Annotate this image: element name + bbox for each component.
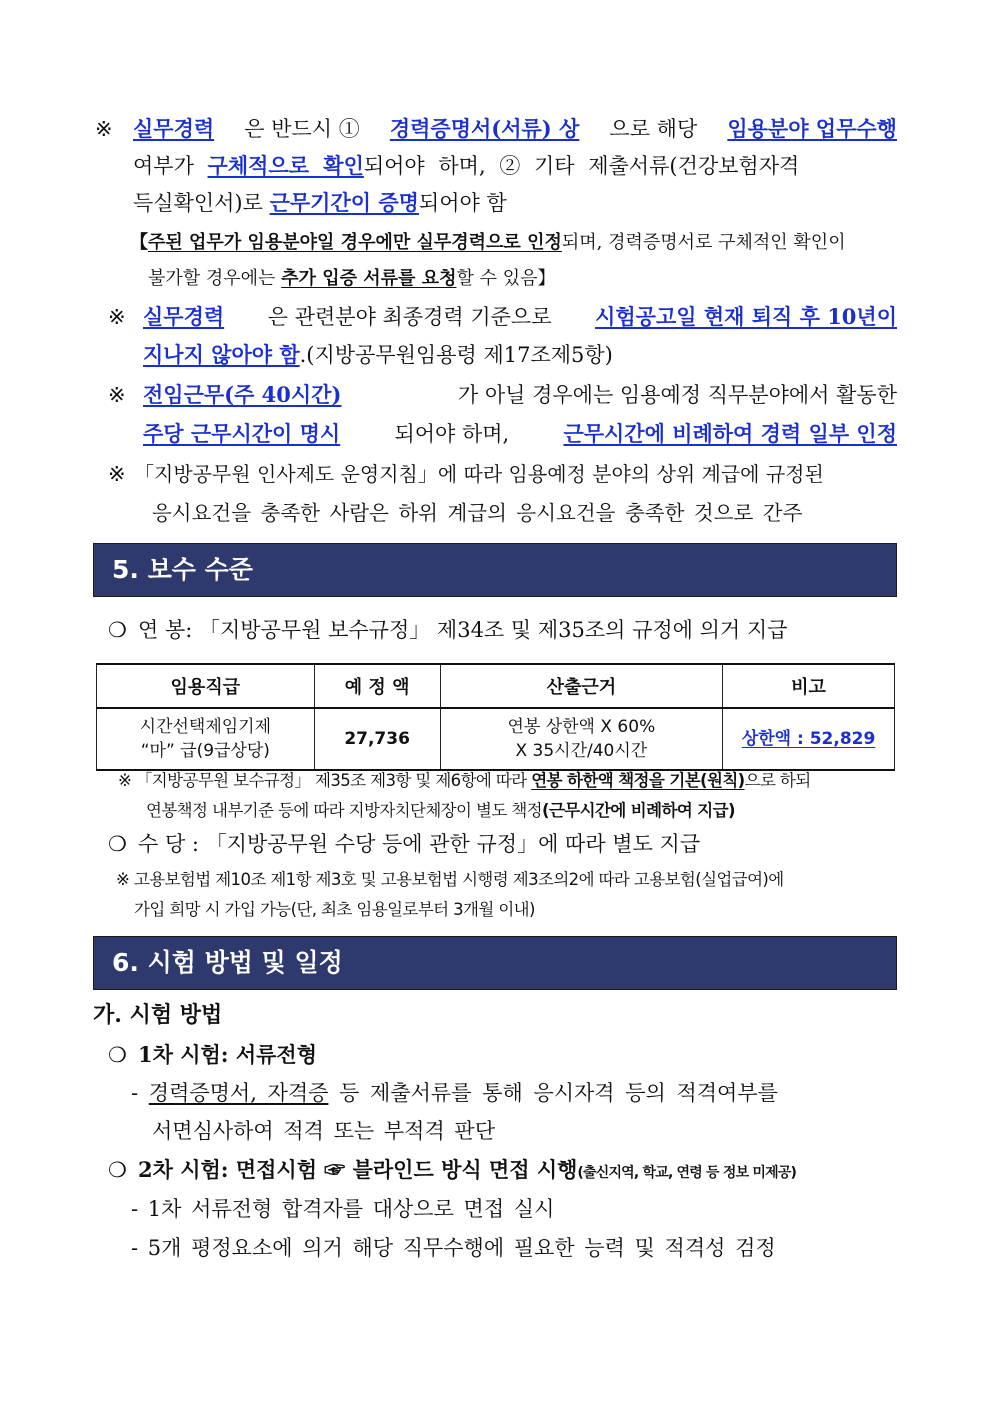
circle-bullet-icon: ❍ [108,832,127,856]
emph-text: 지나지 않아야 함 [143,342,300,367]
remark-text: 상한액 : 52,829 [741,729,876,749]
emph-text: 전임근무(주 40시간) [143,382,342,407]
note1-bracket-line1 [130,229,846,257]
circle-bullet-icon: ❍ [108,618,127,642]
table-header-cell: 비고 [723,664,895,708]
stage1-line [108,1041,317,1069]
text: 되어야 함 [418,191,507,215]
stage2-text: 2차 시험: 면접시험 ☞ 블라인드 방식 면접 시행 [138,1157,578,1182]
note-mark: ※ [108,305,126,329]
text: 은 반드시 ① [244,117,360,141]
text: 득실확인서)로 [133,191,270,215]
text: ※ 「지방공무원 보수규정」 제35조 제3항 및 제6항에 따라 [118,771,532,790]
circle-bullet-icon: ❍ [108,1158,127,1182]
text: 여부가 [133,154,208,178]
emph-text: 실무경력 [143,304,225,329]
grade-line: 시간선택제임기제 [139,717,272,737]
subheading-exam-method: 가. 시험 방법 [93,1002,223,1028]
emph-text: 근무시간에 비례하여 경력 일부 인정 [563,421,897,446]
section-5-header: 5. 보수 수준 [93,543,897,597]
text: 되어야 하며, ② 기타 제출서류(건강보험자격 [363,154,800,178]
emph-text: 연봉 하한액 책정을 기본(원칙) [531,771,745,790]
emph-text: 근무기간이 증명 [269,190,419,215]
note2-line2 [143,341,613,369]
amount-cell: 27,736 [314,708,440,770]
stage2-note: (출신지역, 학교, 연령 등 정보 미제공) [577,1165,797,1181]
text: .(지방공무원임용령 제17조제5항) [299,343,613,367]
stage1-text: 1차 시험: 서류전형 [138,1042,317,1067]
emph-text: 시험공고일 현재 퇴직 후 10년이 [595,304,897,329]
text: 할 수 있음】 [456,268,556,289]
note1-bracket-line2 [148,265,555,293]
circle-bullet-icon: ❍ [108,1043,127,1067]
text: 불가할 경우에는 [148,268,282,289]
salary-table [96,663,895,771]
basis-cell [440,708,723,770]
emph-text: 추가 입증 서류를 요청 [281,268,457,289]
table-header-cell: 예 정 액 [314,664,440,708]
text: 되어야 하며, [394,422,510,446]
text: 연봉책정 내부기준 등에 따라 지방자치단체장이 별도 책정 [146,801,543,820]
salary-line [108,616,787,644]
emph-text: 임용분야 업무수행 [727,116,897,141]
emph-text: (근무시간에 비례하여 지급) [542,801,735,820]
note3-line1 [143,381,897,409]
table-header-cell: 임용직급 [97,664,315,708]
stage1-detail-line2: 서면심사하여 적격 또는 부적격 판단 [152,1119,495,1143]
text: 으로 하되 [744,771,811,790]
stage2-detail-line1: - 1차 서류전형 합격자를 대상으로 면접 실시 [131,1197,555,1221]
salary-note-line1 [118,767,811,795]
note-mark: ※ [95,117,113,141]
salary-note-line2 [146,797,735,825]
insurance-note-line1: ※ 고용보험법 제10조 제1항 제3호 및 고용보험법 시행령 제3조의2에 따라 고용보험(실업급여)에 [116,870,784,889]
insurance-note-line2: 가입 희망 시 가입 가능(단, 최초 임용일로부터 3개월 이내) [134,900,535,919]
table-header-row [97,664,895,708]
note3-line2 [143,420,897,448]
basis-line: 연봉 상한액 X 60% [507,717,656,737]
salary-text: 연 봉: 「지방공무원 보수규정」 제34조 및 제35조의 규정에 의거 지급 [138,618,788,642]
text: 등 제출서류를 통해 응시자격 등의 적격여부를 [328,1081,778,1105]
note4-line1: 「지방공무원 인사제도 운영지침」에 따라 임용예정 분야의 상위 계급에 규정된 [134,462,824,486]
text: 가 아닐 경우에는 임용예정 직무분야에서 활동한 [457,383,897,407]
stage2-detail-line2: - 5개 평정요소에 의거 해당 직무수행에 필요한 능력 및 적격성 검정 [131,1236,776,1260]
emph-text: 경력증명서, 자격증 [148,1081,329,1105]
note2-line1 [143,303,897,331]
emph-text: 구체적으로 확인 [207,153,364,178]
stage1-detail-line1 [131,1079,778,1107]
text: - [131,1081,149,1105]
emph-text: 실무경력 [133,116,215,141]
emph-text: 주된 업무가 임용분야일 경우에만 실무경력으로 인정 [148,232,562,253]
note4-line2: 응시요건을 충족한 사람은 하위 계급의 응시요건을 충족한 것으로 간주 [152,501,803,525]
note1-line2 [133,152,897,180]
grade-cell [97,708,315,770]
remark-cell [723,708,895,770]
section-6-header: 6. 시험 방법 및 일정 [93,936,897,990]
text: 되며, 경력증명서로 구체적인 확인이 [561,232,846,253]
text: 【 [130,232,148,253]
note1-line1 [133,115,897,143]
emph-text: 경력증명서(서류) 상 [389,116,580,141]
table-header-cell: 산출근거 [440,664,723,708]
grade-line: “마” 급(9급상당) [140,741,270,761]
text: 은 관련분야 최종경력 기준으로 [267,305,552,329]
basis-line: X 35시간/40시간 [515,741,648,761]
text: 으로 해당 [609,117,698,141]
stage2-line [108,1156,796,1187]
note-mark: ※ [108,383,126,407]
allowance-line [108,830,700,858]
allowance-text: 수 당 : 「지방공무원 수당 등에 관한 규정」에 따라 별도 지급 [138,832,701,856]
emph-text: 주당 근무시간이 명시 [143,421,341,446]
note-mark: ※ [108,462,126,486]
table-row [97,708,895,770]
note1-line3 [133,189,507,217]
